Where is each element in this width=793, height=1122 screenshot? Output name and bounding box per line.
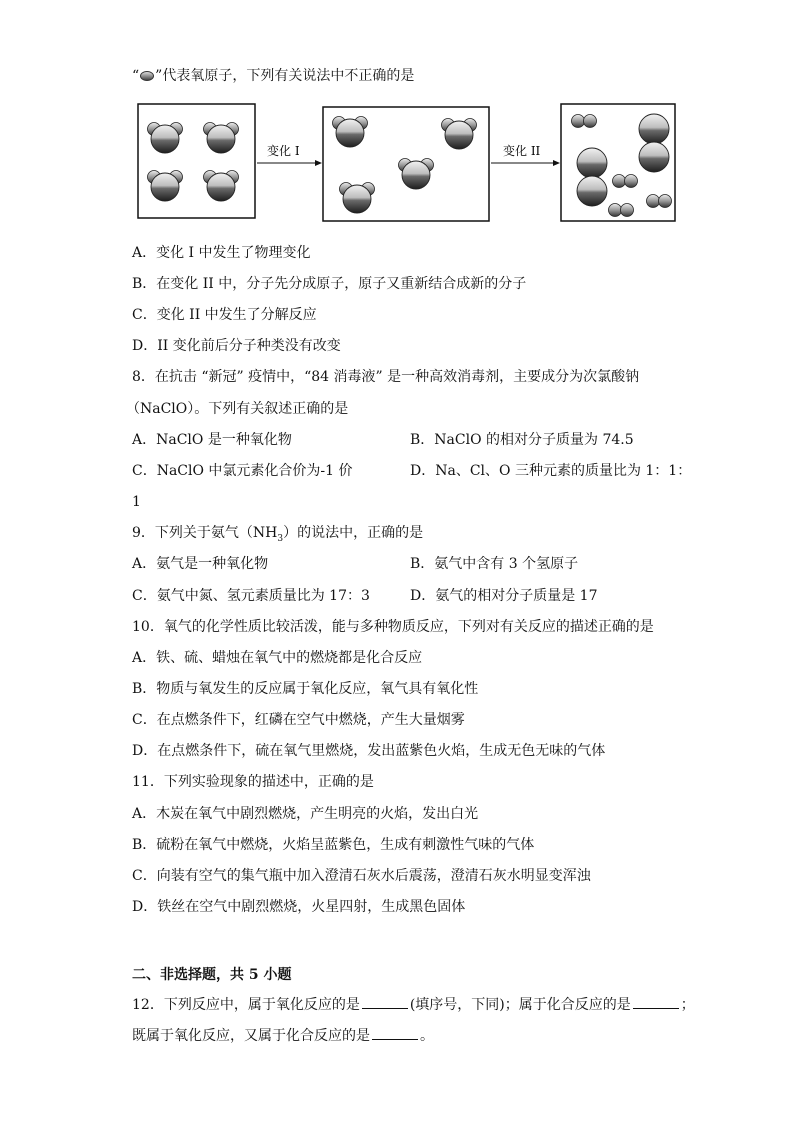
q8-stem-line2: （NaClO）。下列有关叙述正确的是 [126, 401, 349, 417]
section-2-heading: 二、非选择题，共 5 小题 [132, 967, 292, 983]
q12-part2: (填序号，下同)；属于化合反应的是 [409, 997, 631, 1013]
q12-line2 [132, 1025, 434, 1046]
q7-option-a: A．变化 I 中发生了物理变化 [132, 245, 311, 261]
molecule-change-diagram [137, 103, 677, 225]
q10-option-a: A．铁、硫、蜡烛在氧气中的燃烧都是化合反应 [132, 650, 423, 666]
q9-option-d: D．氨气的相对分子质量是 17 [410, 588, 598, 604]
diagram-box-final [561, 104, 675, 221]
q8-stem-line1: 8．在抗击 “新冠” 疫情中，“84 消毒液” 是一种高效消毒剂，主要成分为次氯酸钠 [132, 369, 640, 385]
q10-option-c: C．在点燃条件下，红磷在空气中燃烧，产生大量烟雾 [132, 712, 465, 728]
q12-blank-2[interactable] [633, 994, 679, 1009]
q7-option-c: C．变化 II 中发生了分解反应 [132, 307, 317, 323]
q12-line2-part1: 既属于氧化反应，又属于化合反应的是 [132, 1028, 370, 1044]
q8-option-d-continued: 1 [132, 494, 141, 510]
arrow-change-1 [257, 143, 322, 166]
q10-stem: 10．氧气的化学性质比较活泼，能与多种物质反应，下列对有关反应的描述正确的是 [132, 619, 654, 635]
q9-stem [132, 523, 423, 549]
q11-option-d: D．铁丝在空气中剧烈燃烧，火星四射，生成黑色固体 [132, 899, 466, 915]
q12-blank-3[interactable] [372, 1025, 418, 1040]
q10-option-d: D．在点燃条件下，硫在氧气里燃烧，发出蓝紫色火焰，生成无色无味的气体 [132, 743, 606, 759]
q9-stem-pre: 9．下列关于氨气（NH [132, 525, 278, 541]
q9-stem-subscript: 3 [277, 533, 284, 544]
q11-option-b: B．硫粉在氧气中燃烧，火焰呈蓝紫色，生成有刺激性气味的气体 [132, 837, 535, 853]
intro-line [132, 66, 414, 86]
q8-option-b: B．NaClO 的相对分子质量为 74.5 [410, 432, 634, 448]
oxygen-atom-icon [140, 71, 154, 81]
q7-option-d: D．II 变化前后分子种类没有改变 [132, 338, 341, 354]
q10-option-b: B．物质与氧发生的反应属于氧化反应，氧气具有氧化性 [132, 681, 479, 697]
q11-option-a: A．木炭在氧气中剧烈燃烧，产生明亮的火焰，发出白光 [132, 806, 479, 822]
diagram-box-middle [323, 107, 489, 221]
arrow-2-label: 变化 II [503, 144, 541, 158]
diagram-box-initial [138, 104, 255, 218]
q9-option-a: A．氨气是一种氧化物 [132, 556, 269, 572]
q12-part1: 12．下列反应中，属于氧化反应的是 [132, 997, 360, 1013]
arrow-change-2 [491, 143, 560, 166]
q12-part3: ； [680, 997, 695, 1013]
arrow-1-label: 变化 I [267, 144, 300, 158]
q8-option-d: D．Na、Cl、O 三种元素的质量比为 1：1： [410, 463, 692, 479]
q7-option-b: B．在变化 II 中，分子先分成原子，原子又重新结合成新的分子 [132, 276, 527, 292]
intro-prefix: “ [132, 68, 140, 84]
q11-option-c: C．向装有空气的集气瓶中加入澄清石灰水后震荡，澄清石灰水明显变浑浊 [132, 868, 591, 884]
q8-option-a: A．NaClO 是一种氧化物 [132, 432, 292, 448]
q11-stem: 11．下列实验现象的描述中，正确的是 [132, 774, 374, 790]
q9-option-c: C．氨气中氮、氢元素质量比为 17：3 [132, 588, 370, 604]
q9-stem-post: ）的说法中，正确的是 [283, 525, 424, 541]
q12-line1 [132, 994, 695, 1015]
q12-blank-1[interactable] [362, 994, 408, 1009]
intro-text: ”代表氧原子，下列有关说法中不正确的是 [155, 68, 415, 84]
q9-option-b: B．氨气中含有 3 个氢原子 [410, 556, 579, 572]
q8-option-c: C．NaClO 中氯元素化合价为-1 价 [132, 463, 353, 479]
q12-line2-part2: 。 [420, 1028, 434, 1044]
